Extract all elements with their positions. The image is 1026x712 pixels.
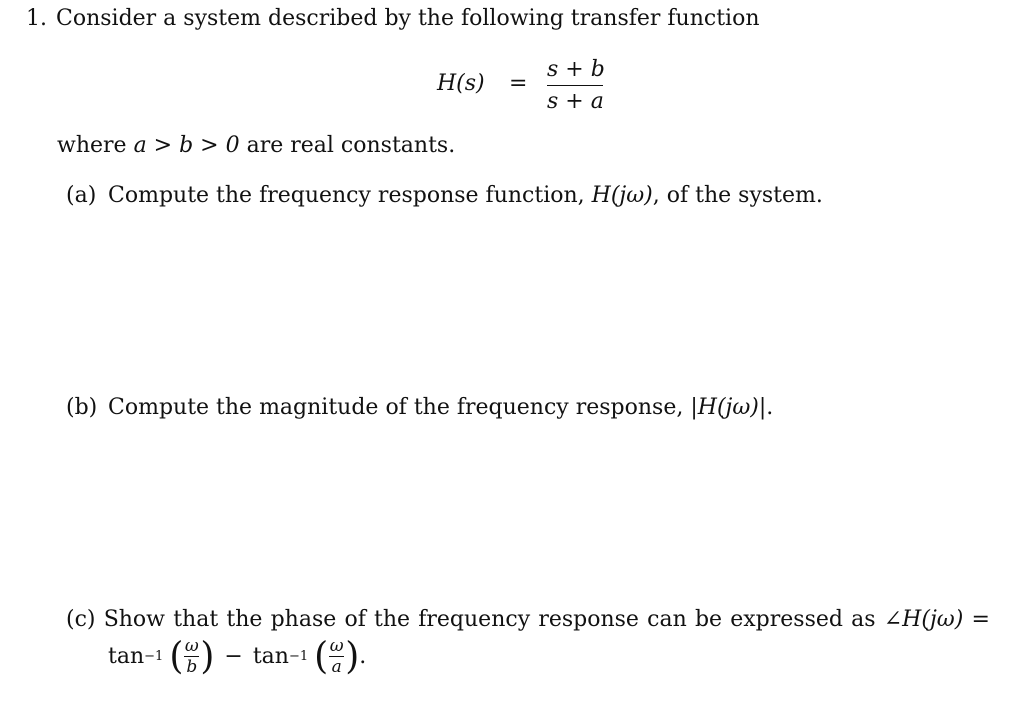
part-c-angle-expr: ∠H(jω) [883, 607, 964, 632]
problem-number: 1. [26, 6, 47, 31]
part-b-label: (b) [66, 395, 98, 420]
tan-function: tan [108, 644, 145, 669]
minus-sign: − [224, 644, 243, 669]
part-c-label: (c) [66, 607, 96, 632]
part-c-word: phase [270, 607, 337, 632]
equation-lhs: H(s) [437, 71, 485, 96]
right-paren: ) [200, 634, 215, 678]
omega-over-a-fraction [329, 637, 344, 676]
part-c-word: the [226, 607, 263, 632]
part-b [66, 395, 773, 421]
part-c-line [66, 607, 990, 633]
where-suffix: are real constants. [246, 133, 456, 158]
part-a-expr: H(jω) [591, 183, 653, 208]
fraction-numerator: ω [184, 636, 199, 656]
part-a-label: (a) [66, 183, 97, 208]
final-period: . [359, 644, 367, 669]
part-c-equals: = [971, 607, 990, 632]
fraction-numerator: ω [329, 636, 344, 656]
omega-over-b-fraction [184, 637, 199, 676]
part-c-word: frequency [418, 607, 531, 632]
fraction-denominator: a [331, 657, 342, 677]
equation-numerator: s + b [547, 57, 605, 82]
equation-equals: = [509, 71, 528, 96]
fraction-denominator: b [186, 657, 198, 677]
equation-denominator: s + a [547, 89, 604, 114]
equation-fraction [547, 57, 603, 115]
part-c-word: be [694, 607, 723, 632]
phase-expression: tan −1 ( ω b ) − tan −1 ( ω a ) . [108, 634, 367, 678]
part-b-tail: . [766, 395, 774, 420]
part-c-word: as [851, 607, 876, 632]
part-c-word: can [647, 607, 687, 632]
right-paren: ) [345, 634, 360, 678]
tan-function: tan [252, 644, 289, 669]
part-c-word: Show [103, 607, 166, 632]
part-b-text: Compute the magnitude of the frequency response, [108, 395, 684, 420]
part-c-word: expressed [730, 607, 843, 632]
part-a-text: Compute the frequency response function, [108, 183, 585, 208]
problem-intro [26, 6, 760, 32]
fraction-bar [547, 85, 603, 86]
left-paren: ( [169, 634, 184, 678]
where-prefix: where [57, 133, 127, 158]
part-c-word: response [538, 607, 639, 632]
where-condition: a > b > 0 [133, 133, 240, 158]
constants-statement [57, 133, 455, 159]
part-a-tail: , of the system. [652, 183, 823, 208]
part-b-expr: |H(jω)| [690, 395, 767, 420]
part-c-word: that [173, 607, 219, 632]
transfer-function-equation [437, 57, 617, 117]
problem-intro-text: Consider a system described by the following transfer function [56, 6, 760, 31]
part-c [66, 607, 990, 633]
left-paren: ( [314, 634, 329, 678]
part-c-word: the [374, 607, 411, 632]
part-c-word: of [344, 607, 366, 632]
part-a [66, 183, 823, 209]
